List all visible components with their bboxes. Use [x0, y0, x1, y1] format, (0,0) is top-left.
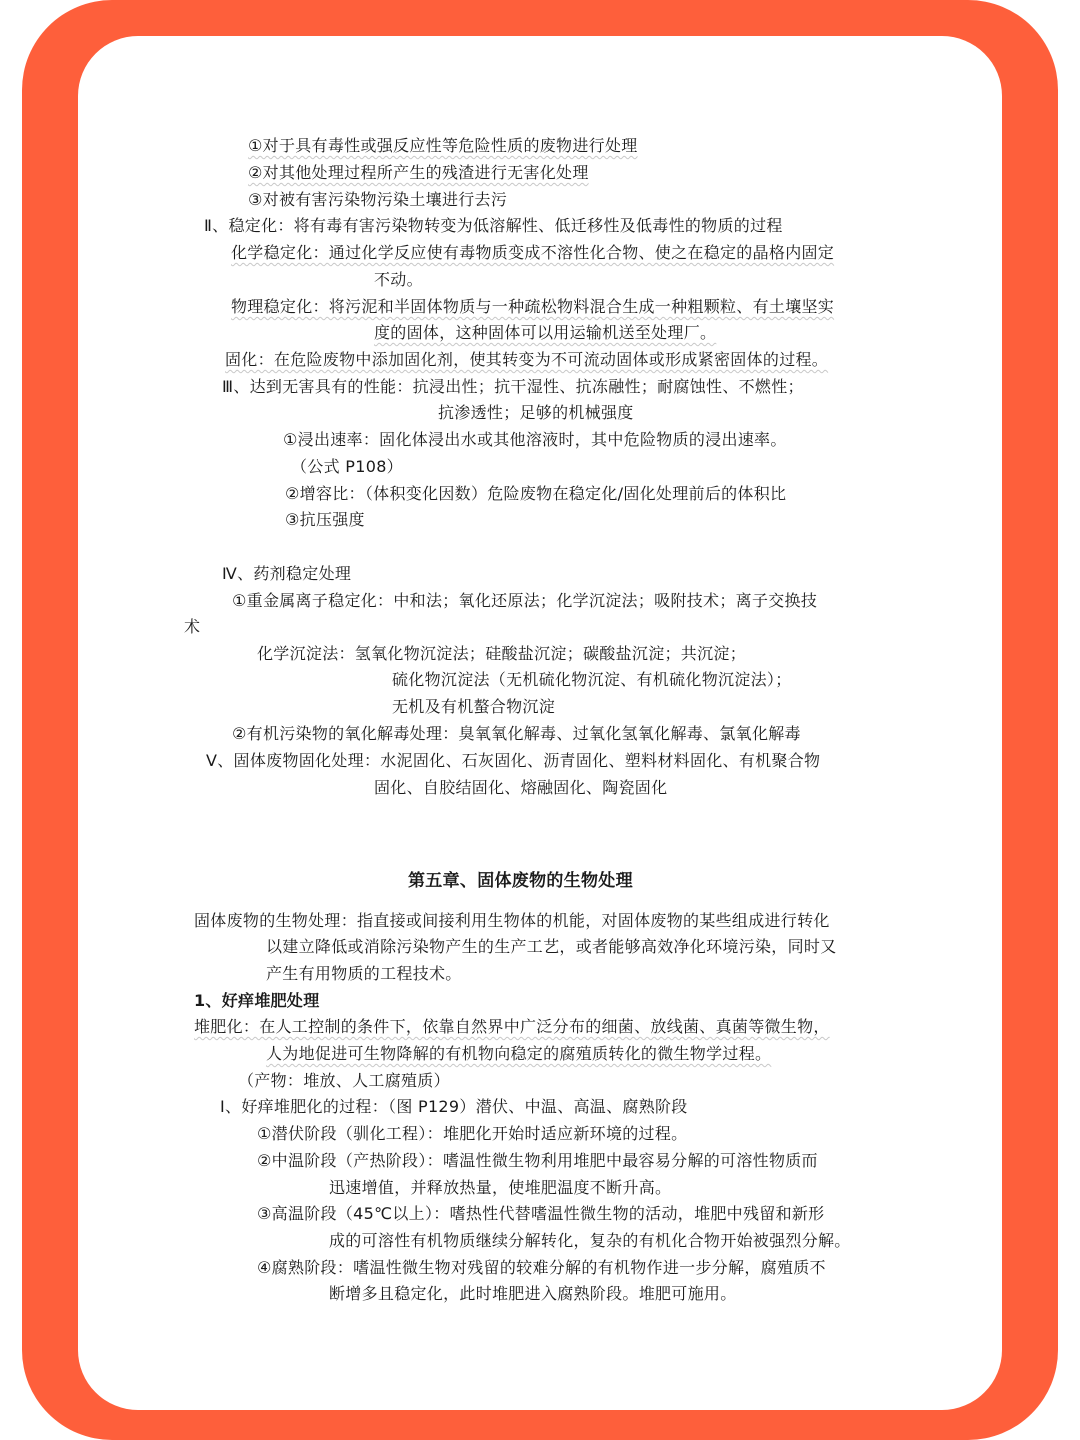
text-line: 断增多且稳定化，此时堆肥进入腐熟阶段。堆肥可施用。: [329, 1284, 737, 1303]
text-line: 无机及有机螯合物沉淀: [392, 697, 556, 716]
section-heading: 1、好痒堆肥处理: [194, 991, 320, 1010]
text-line: ②增容比：（体积变化因数）危险废物在稳定化/固化处理前后的体积比: [285, 484, 787, 503]
text-line: Ⅱ、稳定化：将有毒有害污染物转变为低溶解性、低迁移性及低毒性的物质的过程: [204, 216, 783, 235]
text-line: 迅速增值，并释放热量，使堆肥温度不断升高。: [329, 1178, 672, 1197]
text-line: Ⅴ、固体废物固化处理：水泥固化、石灰固化、沥青固化、塑料材料固化、有机聚合物: [206, 751, 821, 770]
text-line: ③对被有害污染物污染土壤进行去污: [248, 190, 508, 209]
text-line: ③抗压强度: [285, 510, 365, 529]
text-line: 固化：在危险废物中添加固化剂，使其转变为不可流动固体或形成紧密固体的过程。: [225, 350, 829, 369]
text-line: 固体废物的生物处理：指直接或间接利用生物体的机能，对固体废物的某些组成进行转化: [194, 911, 830, 930]
text-line: ①潜伏阶段（驯化工程）：堆肥化开始时适应新环境的过程。: [257, 1124, 688, 1143]
text-line: 度的固体，这种固体可以用运输机送至处理厂。: [374, 323, 717, 342]
text-line: 不动。: [374, 270, 423, 289]
text-line: 物理稳定化：将污泥和半固体物质与一种疏松物料混合生成一种粗颗粒、有土壤坚实: [231, 297, 835, 316]
text-line: ④腐熟阶段：嗜温性微生物对残留的较难分解的有机物作进一步分解，腐殖质不: [257, 1258, 826, 1277]
text-line: 化学稳定化：通过化学反应使有毒物质变成不溶性化合物、使之在稳定的晶格内固定: [231, 243, 835, 262]
text-line: （公式 P108）: [291, 457, 403, 476]
text-line: ①对于具有毒性或强反应性等危险性质的废物进行处理: [248, 136, 638, 155]
text-line: ③高温阶段（45℃以上）：嗜热性代替嗜温性微生物的活动，堆肥中残留和新形: [257, 1204, 825, 1223]
text-line: ②中温阶段（产热阶段）：嗜温性微生物利用堆肥中最容易分解的可溶性物质而: [257, 1151, 818, 1170]
text-line: ①重金属离子稳定化：中和法；氧化还原法；化学沉淀法；吸附技术；离子交换技: [232, 591, 818, 610]
text-line: 术: [184, 617, 201, 636]
text-line: 以建立降低或消除污染物产生的生产工艺，或者能够高效净化环境污染，同时又: [266, 937, 837, 956]
text-line: ①浸出速率：固化体浸出水或其他溶液时，其中危险物质的浸出速率。: [283, 430, 787, 449]
text-line: 抗渗透性；足够的机械强度: [438, 403, 634, 422]
text-line: Ⅰ、好痒堆肥化的过程：（图 P129）潜伏、中温、高温、腐熟阶段: [220, 1097, 688, 1116]
text-line: 堆肥化：在人工控制的条件下，依靠自然界中广泛分布的细菌、放线菌、真菌等微生物，: [194, 1017, 830, 1036]
text-line: 硫化物沉淀法（无机硫化物沉淀、有机硫化物沉淀法）；: [392, 670, 792, 689]
text-line: 化学沉淀法：氢氧化物沉淀法；硅酸盐沉淀；碳酸盐沉淀；共沉淀；: [257, 644, 747, 663]
text-line: Ⅳ、药剂稳定处理: [222, 564, 352, 583]
text-line: ②对其他处理过程所产生的残渣进行无害化处理: [248, 163, 589, 182]
text-line: 固化、自胶结固化、熔融固化、陶瓷固化: [374, 778, 668, 797]
text-line: 人为地促进可生物降解的有机物向稳定的腐殖质转化的微生物学过程。: [266, 1044, 772, 1063]
text-line: 成的可溶性有机物质继续分解转化，复杂的有机化合物开始被强烈分解。: [329, 1231, 851, 1250]
text-line: 产生有用物质的工程技术。: [266, 964, 462, 983]
text-line: ②有机污染物的氧化解毒处理：臭氧氧化解毒、过氧化氢氧化解毒、氯氧化解毒: [232, 724, 801, 743]
text-line: （产物：堆放、人工腐殖质）: [238, 1071, 450, 1090]
text-line: Ⅲ、达到无害具有的性能：抗浸出性；抗干湿性、抗冻融性；耐腐蚀性、不燃性；: [222, 377, 804, 396]
chapter-title: 第五章、固体废物的生物处理: [408, 871, 633, 891]
